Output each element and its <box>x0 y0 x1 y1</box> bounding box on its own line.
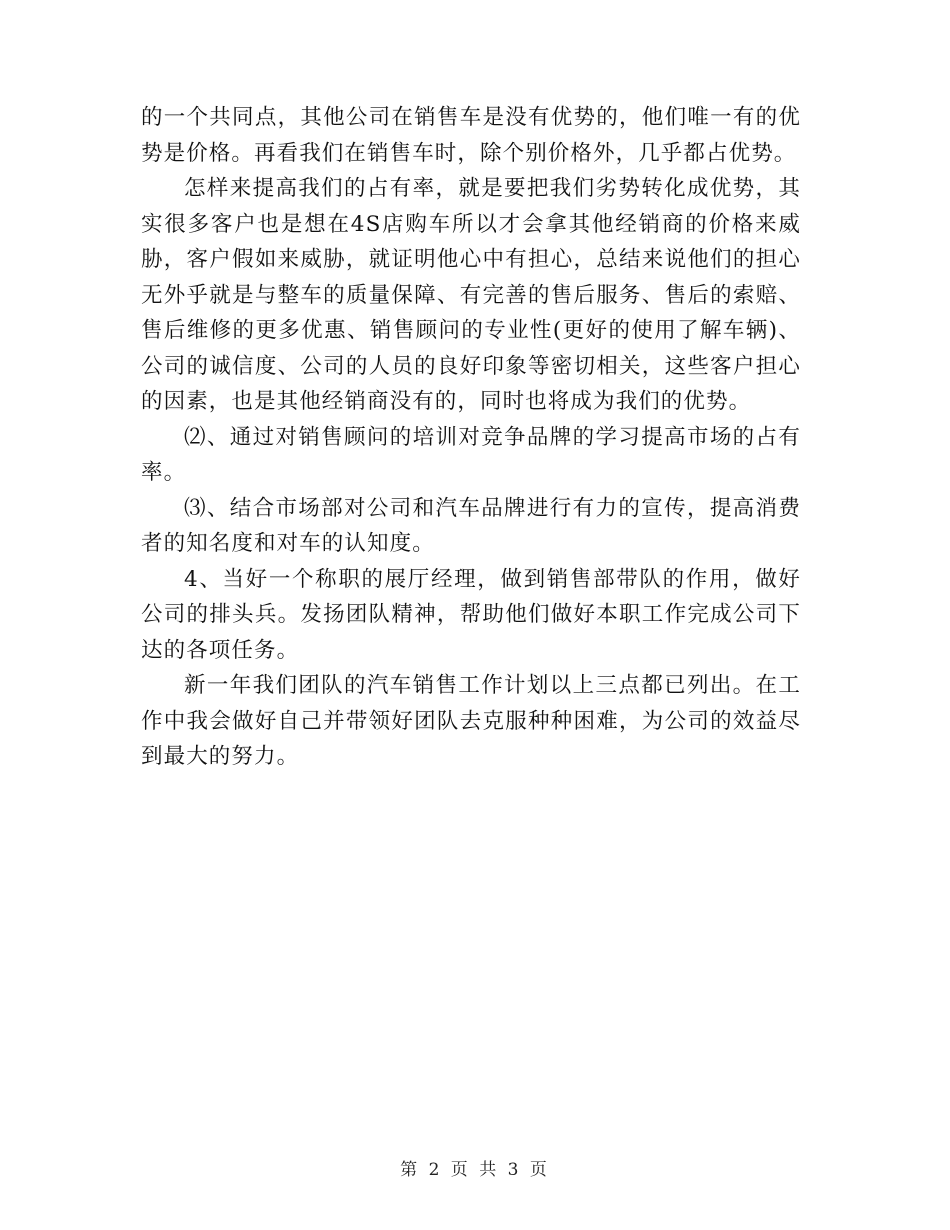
paragraph-continuation: 的一个共同点，其他公司在销售车是没有优势的，他们唯一有的优势是价格。再看我们在销售车时，除个别价格外，几乎都占优势。 <box>141 105 801 166</box>
paragraph-item-4: 4、当好一个称职的展厅经理，做到销售部带队的作用，做好公司的排头兵。发扬团队精神，帮助他们做好本职工作完成公司下达的各项任务。 <box>141 566 801 663</box>
page-number-footer: 第 2 页 共 3 页 <box>400 1160 550 1180</box>
paragraph-conclusion: 新一年我们团队的汽车销售工作计划以上三点都已列出。在工作中我会做好自己并带领好团队去克服种种困难，为公司的效益尽到最大的努力。 <box>141 673 801 769</box>
document-body <box>141 100 801 775</box>
paragraph-item-2: ⑵、通过对销售顾问的培训对竞争品牌的学习提高市场的占有率。 <box>141 424 801 485</box>
paragraph-market-share: 怎样来提高我们的占有率，就是要把我们劣势转化成优势，其实很多客户也是想在4S店购车所以才会拿其他经销商的价格来威胁，客户假如来威胁，就证明他心中有担心，总结来说他们的担心无外乎就是与整车的质量保障、有完善的售后服务、售后的索赔、售后维修的更多优惠、销售顾问的专业性(更好的使用了解车辆)、公司的诚信度、公司的人员的良好印象等密切相关，这些客户担心的因素，也是其他经销商没有的，同时也将成为我们的优势。 <box>141 176 801 414</box>
paragraph-item-3: ⑶、结合市场部对公司和汽车品牌进行有力的宣传，提高消费者的知名度和对车的认知度。 <box>141 495 801 556</box>
